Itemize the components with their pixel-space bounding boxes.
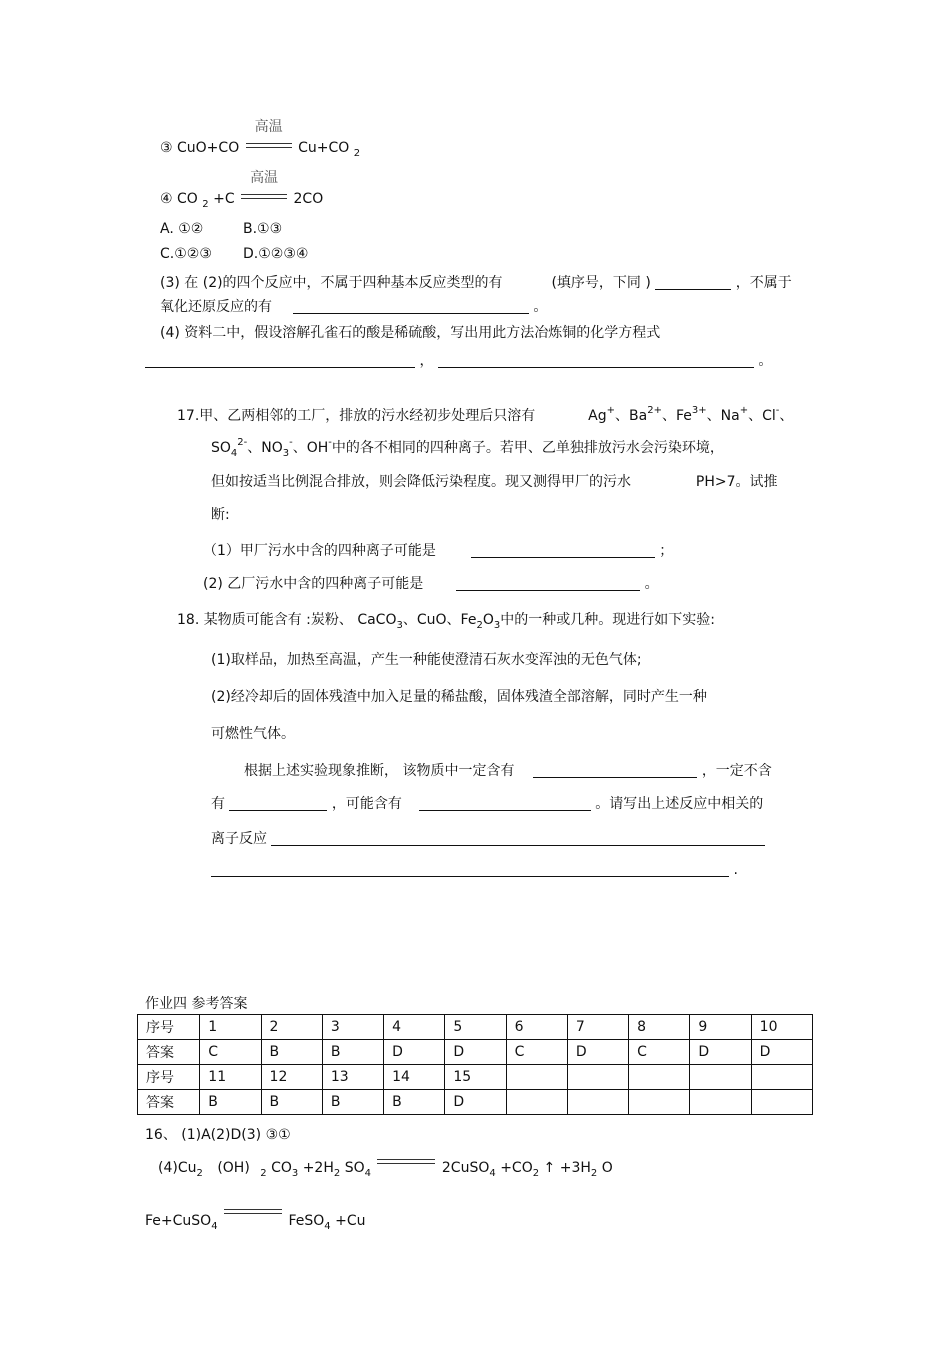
answer-table (137, 1014, 813, 1115)
table-cell (567, 1065, 628, 1090)
table-cell: B (261, 1090, 322, 1115)
high-temp-equals (246, 119, 292, 154)
q17-sub2-text: (2) 乙厂污水中含的四种离子可能是 (203, 576, 424, 592)
subscript: 2 (202, 199, 209, 210)
table-cell: 2 (261, 1015, 322, 1040)
answer-blank[interactable] (145, 353, 415, 368)
answers-title: 作业四 参考答案 (145, 996, 248, 1012)
q18-text: 离子反应 (211, 831, 267, 847)
table-cell: D (384, 1040, 445, 1065)
ion-so4: $SO_4^{2-}$ (211, 437, 248, 459)
ion-no3: $NO_3^-$ (261, 437, 293, 459)
q18-infer2 (211, 793, 763, 813)
table-cell (751, 1090, 812, 1115)
question-3-line2 (160, 296, 547, 316)
equals-sign (377, 1158, 435, 1174)
q18-infer1 (244, 760, 772, 780)
table-cell (690, 1065, 751, 1090)
ion-cl: Cl- (762, 405, 780, 424)
table-cell (629, 1090, 690, 1115)
period: 。 (644, 576, 659, 592)
table-cell (690, 1090, 751, 1115)
q17-text: 中的各不相同的四种离子。若甲、乙单独排放污水会污染环境， (331, 440, 724, 456)
q18-step1: (1)取样品，加热至高温，产生一种能使澄清石灰水变浑浊的无色气体; (211, 652, 642, 668)
answer-blank[interactable] (471, 543, 655, 558)
q18-text: ，一定不含 (701, 763, 772, 779)
answer-blank[interactable] (655, 275, 731, 290)
q18-text: 有 (211, 796, 225, 812)
table-cell: D (445, 1090, 506, 1115)
answer-blank[interactable] (533, 763, 697, 778)
table-row (138, 1015, 813, 1040)
answer-blank[interactable] (456, 576, 640, 591)
table-cell: 3 (322, 1015, 383, 1040)
table-cell: 15 (445, 1065, 506, 1090)
q18-step2: (2)经冷却后的固体残渣中加入足量的稀盐酸，固体残渣全部溶解，同时产生一种 (211, 689, 707, 705)
q17-line3 (211, 471, 778, 491)
table-cell: 13 (322, 1065, 383, 1090)
table-cell: 14 (384, 1065, 445, 1090)
reactant-a: CO (177, 191, 198, 207)
q3-text: (3) 在 (2)的四个反应中，不属于四种基本反应类型的有 (160, 275, 503, 291)
q18-text: ，可能含有 (331, 796, 402, 812)
table-cell: 9 (690, 1015, 751, 1040)
q18-text: 根据上述实验现象推断， 该物质中一定含有 (244, 763, 515, 779)
table-cell: B (322, 1090, 383, 1115)
answer-blank[interactable] (293, 299, 529, 314)
reactants: CuO+CO (177, 140, 240, 156)
q17-line4: 断: (211, 507, 230, 523)
option-b: B.①③ (243, 221, 283, 237)
table-cell: B (384, 1090, 445, 1115)
period: 。 (533, 299, 548, 315)
answer-16-eq2: Fe+CuSO$_4$ FeSO$_4$ +Cu (145, 1211, 366, 1232)
question-4-line2 (145, 350, 772, 370)
q18-infer4 (211, 862, 738, 878)
answer-blank[interactable] (419, 796, 591, 811)
ion-ba: $Ba^{2+}$ (629, 405, 662, 424)
answer-blank[interactable] (438, 353, 754, 368)
q17-text: 但如按适当比例混合排放，则会降低污染程度。现又测得甲厂的污水 (211, 474, 631, 490)
condition-label: 高温 (250, 170, 279, 186)
semicolon: ； (659, 543, 674, 559)
ion-na: Na+ (720, 405, 749, 424)
q17-sub1 (203, 540, 673, 560)
table-row (138, 1090, 813, 1115)
q18-head: 18. 某物质可能含有 :炭粉、 CaCO$_3$、CuO、$Fe_2O_3$中的一种或几种。现进行如下实验: (177, 612, 715, 631)
table-cell (629, 1065, 690, 1090)
option-c: C.①②③ (160, 246, 212, 262)
table-cell: C (200, 1040, 261, 1065)
ion-fe: $Fe^{3+}$ (675, 405, 707, 424)
q3-text2: 氧化还原反应的有 (160, 299, 272, 315)
table-cell: 6 (506, 1015, 567, 1040)
table-cell: B (322, 1040, 383, 1065)
table-row (138, 1065, 813, 1090)
table-cell: 1 (200, 1015, 261, 1040)
table-cell: 8 (629, 1015, 690, 1040)
row-header-cell: 答案 (138, 1040, 200, 1065)
table-cell: 10 (751, 1015, 812, 1040)
table-cell: C (629, 1040, 690, 1065)
reaction-number: ③ (160, 140, 173, 156)
q18-text: 。请写出上述反应中相关的 (595, 796, 764, 812)
table-cell: D (751, 1040, 812, 1065)
q18-step2b: 可燃性气体。 (211, 726, 295, 742)
period: . (733, 862, 738, 878)
question-4-line1: (4) 资料二中，假设溶解孔雀石的酸是稀硫酸，写出用此方法冶炼铜的化学方程式 (160, 325, 661, 341)
table-cell (567, 1090, 628, 1115)
table-cell: B (261, 1040, 322, 1065)
table-cell (506, 1090, 567, 1115)
q17-text: PH>7。试推 (695, 474, 778, 490)
subscript: 2 (353, 148, 361, 159)
table-cell: C (506, 1040, 567, 1065)
q17-head: 17.甲、乙两相邻的工厂，排放的污水经初步处理后只溶有 (177, 408, 536, 424)
answer-16-line1: 16、 (1)A(2)D(3) ③① (145, 1127, 291, 1143)
row-header-cell: 序号 (138, 1015, 200, 1040)
ion-oh: OH- (306, 437, 332, 456)
table-cell: D (445, 1040, 506, 1065)
table-cell: 7 (567, 1015, 628, 1040)
table-cell (751, 1065, 812, 1090)
question-3-line1 (160, 272, 792, 292)
option-a: A. ①② (160, 221, 204, 237)
answer-blank[interactable] (211, 862, 729, 877)
answer-blank[interactable] (229, 796, 327, 811)
table-cell: 11 (200, 1065, 261, 1090)
q17-line2: $SO_4^{2-}$、$NO_3^-$、OH-中的各不相同的四种离子。若甲、乙单独排放污水会污染环境， (211, 437, 724, 459)
row-header-cell: 序号 (138, 1065, 200, 1090)
table-row (138, 1040, 813, 1065)
period: 。 (758, 353, 773, 369)
ion-ag: Ag+ (588, 405, 616, 424)
products: Cu+CO (298, 140, 350, 156)
condition-label: 高温 (254, 119, 283, 135)
table-cell: 4 (384, 1015, 445, 1040)
q17-sub2 (203, 573, 659, 593)
table-cell (506, 1065, 567, 1090)
q18-infer3 (211, 828, 765, 848)
row-header-cell: 答案 (138, 1090, 200, 1115)
option-d: D.①②③④ (243, 246, 309, 262)
table-cell: 5 (445, 1015, 506, 1040)
answer-16-eq1: $(4)Cu_2$ (OH) $_2$ $CO_3 +2H_2$ $SO_4$ 2CuSO$_4$ $+CO_2$ ↑ $+3H_2$ O (158, 1160, 613, 1179)
q17-sub1-text: （1）甲厂污水中含的四种离子可能是 (203, 543, 436, 559)
equals-sign (224, 1211, 282, 1227)
table-cell: 12 (261, 1065, 322, 1090)
table-cell: D (690, 1040, 751, 1065)
q3-note: (填序号，下同 ) (551, 275, 651, 291)
reaction-3 (160, 119, 361, 159)
reaction-4 (160, 170, 324, 210)
high-temp-equals (241, 170, 287, 205)
table-cell: B (200, 1090, 261, 1115)
table-cell: D (567, 1040, 628, 1065)
comma: ， (419, 353, 434, 369)
reactant-b: +C (213, 191, 235, 207)
answer-blank[interactable] (271, 831, 765, 846)
reaction-number: ④ (160, 191, 173, 207)
q3-tail: ，不属于 (735, 275, 792, 291)
q17-line1: 17.甲、乙两相邻的工厂，排放的污水经初步处理后只溶有 Ag+、$Ba^{2+}$、$Fe^{3+}$、Na+、Cl-、 (177, 405, 794, 424)
products: 2CO (293, 191, 324, 207)
